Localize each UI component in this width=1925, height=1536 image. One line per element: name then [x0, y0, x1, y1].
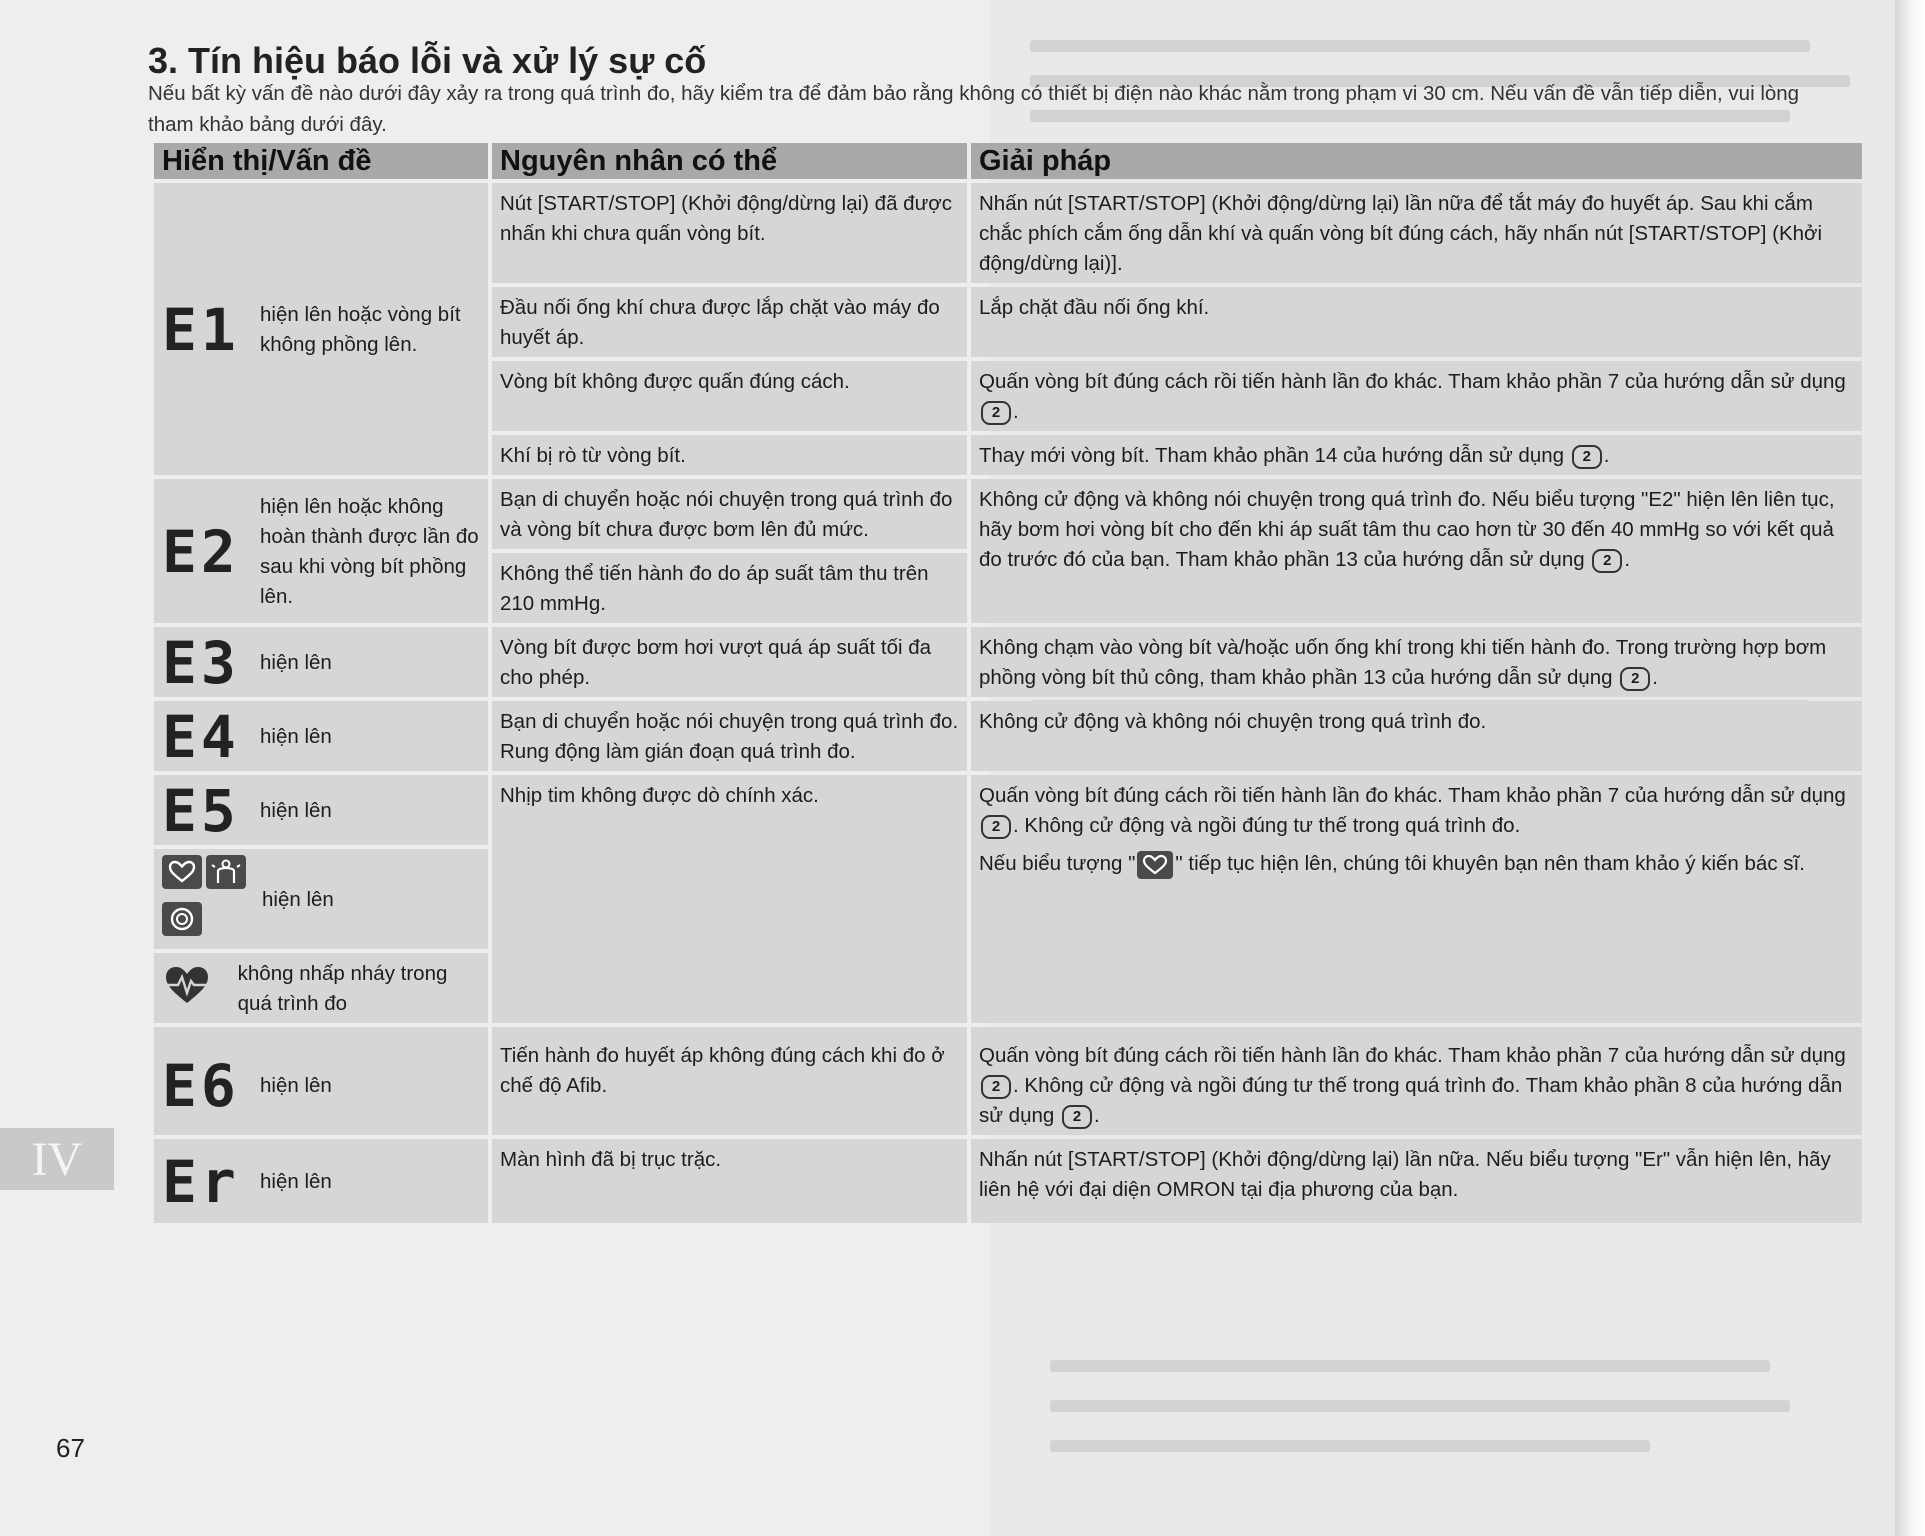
solution-cell: Lắp chặt đầu nối ống khí. [971, 287, 1862, 357]
error-table [150, 139, 1866, 1227]
end-dot: . [1603, 444, 1610, 467]
cause-cell: Tiến hành đo huyết áp không đúng cách khi đo ở chế độ Afib. [492, 1027, 967, 1135]
manual-ref-badge: 2 [1620, 667, 1650, 691]
manual-ref-badge: 2 [981, 815, 1011, 839]
solution-text: Không cử động và không nói chuyện trong quá trình đo. Nếu biểu tượng "E2" hiện lên liên tục, hãy bơm hơi vòng bít cho đến khi áp suất tâm thu cao hơn từ 30 đến 40 mmHg so với kết quả đo trước đó của bạn. Tham khảo phần 13 của hướng dẫn sử dụng [979, 488, 1835, 571]
irregular-heartbeat-symbols [162, 855, 252, 945]
solution-text: Quấn vòng bít đúng cách rồi tiến hành lần đo khác. Tham khảo phần 7 của hướng dẫn sử dụng [979, 784, 1846, 807]
solution-text: Quấn vòng bít đúng cách rồi tiến hành lần đo khác. Tham khảo phần 7 của hướng dẫn sử dụng [979, 1044, 1846, 1067]
cause-cell: Không thể tiến hành đo do áp suất tâm thu trên 210 mmHg. [492, 553, 967, 623]
manual-ref-badge: 2 [981, 1075, 1011, 1099]
display-text-er: hiện lên [260, 1170, 332, 1193]
table-row [154, 1027, 1862, 1135]
solution-cell [971, 627, 1862, 697]
cause-cell: Vòng bít không được quấn đúng cách. [492, 361, 967, 431]
error-code-e5: E5 [162, 777, 240, 845]
solution-cell: Nhấn nút [START/STOP] (Khởi động/dừng lại) lần nữa để tắt máy đo huyết áp. Sau khi cắm chắc phích cắm ống dẫn khí và quấn vòng bít đúng cách, hãy nhấn nút [START/STOP] (Khởi động/dừng lại)]. [971, 183, 1862, 283]
header-cause: Nguyên nhân có thể [492, 143, 967, 179]
solution-cell [971, 479, 1862, 623]
display-text-heart: không nhấp nháy trong quá trình đo [237, 962, 448, 1015]
manual-ref-badge: 2 [1572, 445, 1602, 469]
cause-cell: Vòng bít được bơm hơi vượt quá áp suất tối đa cho phép. [492, 627, 967, 697]
display-text-e5: hiện lên [260, 799, 332, 822]
error-code-er: Er [162, 1148, 240, 1216]
end-dot: . [1093, 1104, 1100, 1127]
end-dot: . [1652, 666, 1658, 689]
manual-ref-badge: 2 [981, 401, 1011, 425]
solution-text: " tiếp tục hiện lên, chúng tôi khuyên bạn nên tham khảo ý kiến bác sĩ. [1175, 852, 1805, 875]
heart-symbol-icon [162, 855, 202, 889]
display-text-symbols: hiện lên [262, 888, 334, 911]
display-text-e3: hiện lên [260, 651, 332, 674]
display-cell-e4 [154, 701, 488, 771]
cause-cell: Bạn di chuyển hoặc nói chuyện trong quá trình đo và vòng bít chưa được bơm lên đủ mức. [492, 479, 967, 549]
display-text-e2: hiện lên hoặc không hoàn thành được lần đo sau khi vòng bít phồng lên. [260, 495, 479, 608]
table-row [154, 775, 1862, 845]
solution-text: Nếu biểu tượng " [979, 852, 1136, 875]
cause-cell: Đầu nối ống khí chưa được lắp chặt vào máy đo huyết áp. [492, 287, 967, 357]
display-cell-symbols [154, 849, 488, 949]
solution-cell [971, 1027, 1862, 1135]
display-text-e6: hiện lên [260, 1074, 332, 1097]
table-header-row [154, 143, 1862, 179]
solution-cell [971, 361, 1862, 431]
page-title: 3. Tín hiệu báo lỗi và xử lý sự cố [148, 40, 707, 81]
solution-text: Thay mới vòng bít. Tham khảo phần 14 của hướng dẫn sử dụng [979, 444, 1565, 467]
display-cell-e3 [154, 627, 488, 697]
error-code-e6: E6 [162, 1052, 240, 1120]
page-edge [1895, 0, 1925, 1536]
solution-cell [971, 775, 1862, 1023]
display-cell-e6 [154, 1027, 488, 1135]
display-cell-e2 [154, 479, 488, 623]
display-text-e4: hiện lên [260, 725, 332, 748]
manual-ref-badge: 2 [1592, 549, 1622, 573]
header-solution: Giải pháp [971, 143, 1862, 179]
error-code-e3: E3 [162, 629, 240, 697]
table-row [154, 1139, 1862, 1223]
manual-ref-badge: 2 [1062, 1105, 1092, 1129]
table-row [154, 627, 1862, 697]
cause-cell: Nhịp tim không được dò chính xác. [492, 775, 967, 1023]
solution-text: Quấn vòng bít đúng cách rồi tiến hành lần đo khác. Tham khảo phần 7 của hướng dẫn sử dụng [979, 370, 1846, 393]
cause-cell: Màn hình đã bị trục trặc. [492, 1139, 967, 1223]
solution-text: Không chạm vào vòng bít và/hoặc uốn ống khí trong khi tiến hành đo. Trong trường hợp bơm phồng vòng bít thủ công, tham khảo phần 13 của hướng dẫn sử dụng [979, 636, 1827, 689]
cuff-symbol-icon [162, 902, 202, 936]
cause-cell: Nút [START/STOP] (Khởi động/dừng lại) đã được nhấn khi chưa quấn vòng bít. [492, 183, 967, 283]
end-dot: . [1624, 548, 1631, 571]
solution-cell [971, 435, 1862, 475]
table-row [154, 701, 1862, 771]
solution-cell: Không cử động và không nói chuyện trong quá trình đo. [971, 701, 1862, 771]
display-text-e1: hiện lên hoặc vòng bít không phồng lên. [260, 303, 461, 356]
error-code-e2: E2 [162, 518, 240, 586]
solution-text: . Không cử động và ngồi đúng tư thế trong quá trình đo. Tham khảo phần 8 của hướng dẫn sử dụng [979, 1074, 1843, 1127]
display-cell-er [154, 1139, 488, 1223]
heart-symbol-icon [1137, 851, 1173, 879]
error-code-e1: E1 [162, 296, 240, 364]
display-cell-e5 [154, 775, 488, 845]
cause-cell: Khí bị rò từ vòng bít. [492, 435, 967, 475]
heartbeat-icon [162, 963, 228, 1016]
intro-paragraph: Nếu bất kỳ vấn đề nào dưới đây xảy ra trong quá trình đo, hãy kiểm tra để đảm bảo rằng không có thiết bị điện nào khác nằm trong phạm vi 30 cm. Nếu vấn đề vẫn tiếp diễn, vui lòng tham khảo bảng dưới đây. [148, 82, 1800, 136]
display-cell-e1 [154, 183, 488, 475]
cause-cell: Bạn di chuyển hoặc nói chuyện trong quá trình đo. Rung động làm gián đoạn quá trình đo. [492, 701, 967, 771]
display-cell-heart [154, 953, 488, 1023]
chapter-tab: IV [0, 1128, 114, 1190]
end-dot: . [1013, 400, 1019, 423]
movement-symbol-icon [206, 855, 246, 889]
header-display: Hiển thị/Vấn đề [154, 143, 488, 179]
solution-text: . Không cử động và ngồi đúng tư thế trong quá trình đo. [1013, 814, 1521, 837]
solution-cell: Nhấn nút [START/STOP] (Khởi động/dừng lại) lần nữa. Nếu biểu tượng "Er" vẫn hiện lên, hãy liên hệ với đại diện OMRON tại địa phương của bạn. [971, 1139, 1862, 1223]
table-row [154, 183, 1862, 283]
page-number: 67 [56, 1433, 85, 1463]
table-row [154, 479, 1862, 549]
error-code-e4: E4 [162, 703, 240, 771]
